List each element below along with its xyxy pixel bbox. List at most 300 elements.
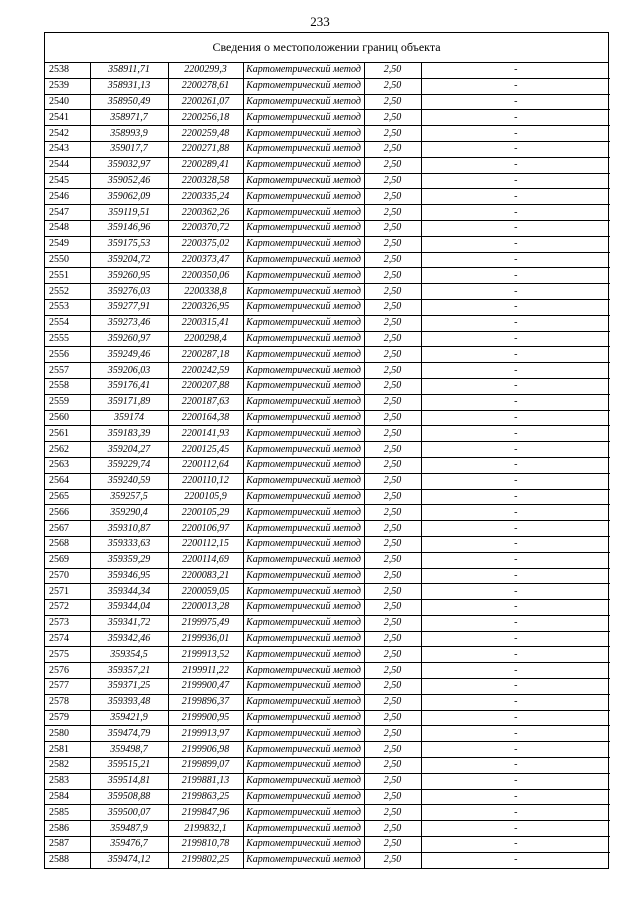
method-cell: Картометрический метод	[243, 742, 364, 758]
note-cell: -	[421, 110, 610, 126]
point-number-cell: 2574	[45, 631, 90, 647]
point-number-cell: 2565	[45, 489, 90, 505]
table-row	[45, 631, 610, 647]
note-cell: -	[421, 394, 610, 410]
y-coordinate-cell: 2200141,93	[168, 426, 243, 442]
x-coordinate-cell: 359421,9	[90, 710, 168, 726]
note-cell: -	[421, 410, 610, 426]
accuracy-cell: 2,50	[364, 758, 421, 774]
y-coordinate-cell: 2200256,18	[168, 110, 243, 126]
note-cell: -	[421, 94, 610, 110]
table-row	[45, 394, 610, 410]
accuracy-cell: 2,50	[364, 837, 421, 853]
y-coordinate-cell: 2199936,01	[168, 631, 243, 647]
point-number-cell: 2540	[45, 94, 90, 110]
point-number-cell: 2580	[45, 726, 90, 742]
x-coordinate-cell: 359514,81	[90, 773, 168, 789]
y-coordinate-cell: 2200259,48	[168, 126, 243, 142]
method-cell: Картометрический метод	[243, 521, 364, 537]
note-cell: -	[421, 378, 610, 394]
accuracy-cell: 2,50	[364, 710, 421, 726]
note-cell: -	[421, 758, 610, 774]
table-row	[45, 821, 610, 837]
note-cell: -	[421, 347, 610, 363]
point-number-cell: 2541	[45, 110, 90, 126]
accuracy-cell: 2,50	[364, 252, 421, 268]
y-coordinate-cell: 2200299,3	[168, 63, 243, 78]
table-row	[45, 63, 610, 78]
point-number-cell: 2560	[45, 410, 90, 426]
y-coordinate-cell: 2200298,4	[168, 331, 243, 347]
note-cell: -	[421, 157, 610, 173]
x-coordinate-cell: 359341,72	[90, 615, 168, 631]
point-number-cell: 2571	[45, 584, 90, 600]
accuracy-cell: 2,50	[364, 157, 421, 173]
y-coordinate-cell: 2200106,97	[168, 521, 243, 537]
accuracy-cell: 2,50	[364, 315, 421, 331]
x-coordinate-cell: 359354,5	[90, 647, 168, 663]
method-cell: Картометрический метод	[243, 852, 364, 867]
point-number-cell: 2543	[45, 141, 90, 157]
table-row	[45, 694, 610, 710]
method-cell: Картометрический метод	[243, 584, 364, 600]
accuracy-cell: 2,50	[364, 726, 421, 742]
x-coordinate-cell: 359183,39	[90, 426, 168, 442]
x-coordinate-cell: 358971,7	[90, 110, 168, 126]
note-cell: -	[421, 789, 610, 805]
table-row	[45, 315, 610, 331]
table-row	[45, 157, 610, 173]
point-number-cell: 2587	[45, 837, 90, 853]
table-row	[45, 284, 610, 300]
note-cell: -	[421, 205, 610, 221]
method-cell: Картометрический метод	[243, 710, 364, 726]
x-coordinate-cell: 359342,46	[90, 631, 168, 647]
x-coordinate-cell: 359146,96	[90, 220, 168, 236]
y-coordinate-cell: 2199881,13	[168, 773, 243, 789]
x-coordinate-cell: 359310,87	[90, 521, 168, 537]
table-row	[45, 110, 610, 126]
method-cell: Картометрический метод	[243, 220, 364, 236]
accuracy-cell: 2,50	[364, 205, 421, 221]
table-row	[45, 615, 610, 631]
x-coordinate-cell: 359393,48	[90, 694, 168, 710]
accuracy-cell: 2,50	[364, 426, 421, 442]
point-number-cell: 2572	[45, 600, 90, 616]
accuracy-cell: 2,50	[364, 821, 421, 837]
x-coordinate-cell: 359515,21	[90, 758, 168, 774]
point-number-cell: 2550	[45, 252, 90, 268]
note-cell: -	[421, 552, 610, 568]
y-coordinate-cell: 2199847,96	[168, 805, 243, 821]
method-cell: Картометрический метод	[243, 347, 364, 363]
point-number-cell: 2579	[45, 710, 90, 726]
table-row	[45, 363, 610, 379]
accuracy-cell: 2,50	[364, 552, 421, 568]
accuracy-cell: 2,50	[364, 505, 421, 521]
point-number-cell: 2576	[45, 663, 90, 679]
accuracy-cell: 2,50	[364, 94, 421, 110]
y-coordinate-cell: 2200114,69	[168, 552, 243, 568]
point-number-cell: 2551	[45, 268, 90, 284]
method-cell: Картометрический метод	[243, 536, 364, 552]
x-coordinate-cell: 359062,09	[90, 189, 168, 205]
point-number-cell: 2546	[45, 189, 90, 205]
table-row	[45, 742, 610, 758]
method-cell: Картометрический метод	[243, 110, 364, 126]
point-number-cell: 2568	[45, 536, 90, 552]
accuracy-cell: 2,50	[364, 536, 421, 552]
x-coordinate-cell: 359171,89	[90, 394, 168, 410]
note-cell: -	[421, 315, 610, 331]
x-coordinate-cell: 359487,9	[90, 821, 168, 837]
x-coordinate-cell: 359277,91	[90, 299, 168, 315]
note-cell: -	[421, 726, 610, 742]
table-row	[45, 726, 610, 742]
coordinates-table	[45, 63, 610, 868]
x-coordinate-cell: 359176,41	[90, 378, 168, 394]
note-cell: -	[421, 126, 610, 142]
note-cell: -	[421, 647, 610, 663]
table-row	[45, 173, 610, 189]
table-row	[45, 773, 610, 789]
note-cell: -	[421, 426, 610, 442]
method-cell: Картометрический метод	[243, 615, 364, 631]
x-coordinate-cell: 359276,03	[90, 284, 168, 300]
x-coordinate-cell: 359119,51	[90, 205, 168, 221]
note-cell: -	[421, 489, 610, 505]
method-cell: Картометрический метод	[243, 410, 364, 426]
table-row	[45, 663, 610, 679]
method-cell: Картометрический метод	[243, 78, 364, 94]
note-cell: -	[421, 252, 610, 268]
point-number-cell: 2577	[45, 679, 90, 695]
y-coordinate-cell: 2199913,52	[168, 647, 243, 663]
note-cell: -	[421, 742, 610, 758]
accuracy-cell: 2,50	[364, 110, 421, 126]
table-row	[45, 189, 610, 205]
y-coordinate-cell: 2200370,72	[168, 220, 243, 236]
method-cell: Картометрический метод	[243, 141, 364, 157]
accuracy-cell: 2,50	[364, 805, 421, 821]
accuracy-cell: 2,50	[364, 473, 421, 489]
table-row	[45, 647, 610, 663]
note-cell: -	[421, 805, 610, 821]
y-coordinate-cell: 2200373,47	[168, 252, 243, 268]
y-coordinate-cell: 2199899,07	[168, 758, 243, 774]
table-row	[45, 126, 610, 142]
accuracy-cell: 2,50	[364, 457, 421, 473]
table-row	[45, 299, 610, 315]
note-cell: -	[421, 63, 610, 78]
method-cell: Картометрический метод	[243, 157, 364, 173]
accuracy-cell: 2,50	[364, 742, 421, 758]
note-cell: -	[421, 694, 610, 710]
y-coordinate-cell: 2200287,18	[168, 347, 243, 363]
y-coordinate-cell: 2200164,38	[168, 410, 243, 426]
table-row	[45, 331, 610, 347]
method-cell: Картометрический метод	[243, 173, 364, 189]
point-number-cell: 2561	[45, 426, 90, 442]
y-coordinate-cell: 2200328,58	[168, 173, 243, 189]
table-row	[45, 347, 610, 363]
table-row	[45, 805, 610, 821]
note-cell: -	[421, 236, 610, 252]
point-number-cell: 2573	[45, 615, 90, 631]
accuracy-cell: 2,50	[364, 615, 421, 631]
y-coordinate-cell: 2200335,24	[168, 189, 243, 205]
note-cell: -	[421, 663, 610, 679]
method-cell: Картометрический метод	[243, 726, 364, 742]
note-cell: -	[421, 536, 610, 552]
note-cell: -	[421, 615, 610, 631]
table-row	[45, 378, 610, 394]
table-row	[45, 220, 610, 236]
table-row	[45, 584, 610, 600]
point-number-cell: 2581	[45, 742, 90, 758]
coordinates-table-body	[45, 63, 610, 868]
y-coordinate-cell: 2200125,45	[168, 442, 243, 458]
x-coordinate-cell: 359032,97	[90, 157, 168, 173]
accuracy-cell: 2,50	[364, 236, 421, 252]
y-coordinate-cell: 2200362,26	[168, 205, 243, 221]
accuracy-cell: 2,50	[364, 173, 421, 189]
y-coordinate-cell: 2200207,88	[168, 378, 243, 394]
y-coordinate-cell: 2200261,07	[168, 94, 243, 110]
accuracy-cell: 2,50	[364, 141, 421, 157]
y-coordinate-cell: 2200338,8	[168, 284, 243, 300]
x-coordinate-cell: 358993,9	[90, 126, 168, 142]
note-cell: -	[421, 220, 610, 236]
method-cell: Картометрический метод	[243, 315, 364, 331]
method-cell: Картометрический метод	[243, 505, 364, 521]
y-coordinate-cell: 2200083,21	[168, 568, 243, 584]
point-number-cell: 2567	[45, 521, 90, 537]
accuracy-cell: 2,50	[364, 299, 421, 315]
accuracy-cell: 2,50	[364, 63, 421, 78]
y-coordinate-cell: 2199975,49	[168, 615, 243, 631]
method-cell: Картометрический метод	[243, 299, 364, 315]
table-row	[45, 236, 610, 252]
table-row	[45, 758, 610, 774]
accuracy-cell: 2,50	[364, 679, 421, 695]
note-cell: -	[421, 442, 610, 458]
table-row	[45, 410, 610, 426]
point-number-cell: 2553	[45, 299, 90, 315]
method-cell: Картометрический метод	[243, 363, 364, 379]
x-coordinate-cell: 359474,79	[90, 726, 168, 742]
x-coordinate-cell: 359174	[90, 410, 168, 426]
method-cell: Картометрический метод	[243, 552, 364, 568]
accuracy-cell: 2,50	[364, 78, 421, 94]
y-coordinate-cell: 2199913,97	[168, 726, 243, 742]
table-row	[45, 536, 610, 552]
point-number-cell: 2544	[45, 157, 90, 173]
note-cell: -	[421, 78, 610, 94]
y-coordinate-cell: 2200013,28	[168, 600, 243, 616]
y-coordinate-cell: 2199802,25	[168, 852, 243, 867]
table-row	[45, 489, 610, 505]
accuracy-cell: 2,50	[364, 489, 421, 505]
note-cell: -	[421, 299, 610, 315]
note-cell: -	[421, 710, 610, 726]
point-number-cell: 2548	[45, 220, 90, 236]
accuracy-cell: 2,50	[364, 521, 421, 537]
point-number-cell: 2539	[45, 78, 90, 94]
x-coordinate-cell: 359371,25	[90, 679, 168, 695]
method-cell: Картометрический метод	[243, 457, 364, 473]
x-coordinate-cell: 359240,59	[90, 473, 168, 489]
point-number-cell: 2555	[45, 331, 90, 347]
y-coordinate-cell: 2200187,63	[168, 394, 243, 410]
table-row	[45, 252, 610, 268]
method-cell: Картометрический метод	[243, 378, 364, 394]
table-row	[45, 141, 610, 157]
accuracy-cell: 2,50	[364, 331, 421, 347]
table-row	[45, 600, 610, 616]
x-coordinate-cell: 359204,72	[90, 252, 168, 268]
y-coordinate-cell: 2200326,95	[168, 299, 243, 315]
x-coordinate-cell: 359344,34	[90, 584, 168, 600]
point-number-cell: 2562	[45, 442, 90, 458]
note-cell: -	[421, 284, 610, 300]
method-cell: Картометрический метод	[243, 236, 364, 252]
accuracy-cell: 2,50	[364, 189, 421, 205]
point-number-cell: 2542	[45, 126, 90, 142]
accuracy-cell: 2,50	[364, 442, 421, 458]
table-row	[45, 789, 610, 805]
note-cell: -	[421, 363, 610, 379]
note-cell: -	[421, 473, 610, 489]
table-title: Сведения о местоположении границ объекта	[45, 33, 608, 63]
method-cell: Картометрический метод	[243, 426, 364, 442]
table-row	[45, 78, 610, 94]
x-coordinate-cell: 359249,46	[90, 347, 168, 363]
y-coordinate-cell: 2200350,06	[168, 268, 243, 284]
accuracy-cell: 2,50	[364, 568, 421, 584]
method-cell: Картометрический метод	[243, 252, 364, 268]
point-number-cell: 2556	[45, 347, 90, 363]
note-cell: -	[421, 505, 610, 521]
accuracy-cell: 2,50	[364, 410, 421, 426]
y-coordinate-cell: 2199911,22	[168, 663, 243, 679]
point-number-cell: 2583	[45, 773, 90, 789]
method-cell: Картометрический метод	[243, 63, 364, 78]
table-row	[45, 205, 610, 221]
accuracy-cell: 2,50	[364, 363, 421, 379]
method-cell: Картометрический метод	[243, 568, 364, 584]
method-cell: Картометрический метод	[243, 394, 364, 410]
table-row	[45, 426, 610, 442]
table-row	[45, 852, 610, 867]
note-cell: -	[421, 773, 610, 789]
note-cell: -	[421, 821, 610, 837]
note-cell: -	[421, 631, 610, 647]
note-cell: -	[421, 141, 610, 157]
x-coordinate-cell: 359175,53	[90, 236, 168, 252]
table-row	[45, 473, 610, 489]
y-coordinate-cell: 2199832,1	[168, 821, 243, 837]
note-cell: -	[421, 173, 610, 189]
note-cell: -	[421, 679, 610, 695]
x-coordinate-cell: 358931,13	[90, 78, 168, 94]
accuracy-cell: 2,50	[364, 663, 421, 679]
point-number-cell: 2588	[45, 852, 90, 867]
method-cell: Картометрический метод	[243, 694, 364, 710]
x-coordinate-cell: 359476,7	[90, 837, 168, 853]
accuracy-cell: 2,50	[364, 773, 421, 789]
y-coordinate-cell: 2200105,9	[168, 489, 243, 505]
note-cell: -	[421, 189, 610, 205]
table-row	[45, 710, 610, 726]
x-coordinate-cell: 359260,95	[90, 268, 168, 284]
x-coordinate-cell: 359474,12	[90, 852, 168, 867]
method-cell: Картометрический метод	[243, 284, 364, 300]
method-cell: Картометрический метод	[243, 331, 364, 347]
table-row	[45, 268, 610, 284]
y-coordinate-cell: 2199863,25	[168, 789, 243, 805]
note-cell: -	[514, 854, 518, 866]
point-number-cell: 2586	[45, 821, 90, 837]
y-coordinate-cell: 2200242,59	[168, 363, 243, 379]
method-cell: Картометрический метод	[243, 837, 364, 853]
x-coordinate-cell: 359257,5	[90, 489, 168, 505]
method-cell: Картометрический метод	[243, 647, 364, 663]
point-number-cell: 2585	[45, 805, 90, 821]
accuracy-cell: 2,50	[364, 126, 421, 142]
note-cell: -	[421, 568, 610, 584]
y-coordinate-cell: 2200112,15	[168, 536, 243, 552]
point-number-cell: 2575	[45, 647, 90, 663]
method-cell: Картометрический метод	[243, 773, 364, 789]
method-cell: Картометрический метод	[243, 94, 364, 110]
y-coordinate-cell: 2200271,88	[168, 141, 243, 157]
accuracy-cell: 2,50	[364, 647, 421, 663]
x-coordinate-cell: 359333,63	[90, 536, 168, 552]
y-coordinate-cell: 2199900,95	[168, 710, 243, 726]
point-number-cell: 2570	[45, 568, 90, 584]
method-cell: Картометрический метод	[243, 679, 364, 695]
accuracy-cell: 2,50	[364, 284, 421, 300]
point-number-cell: 2584	[45, 789, 90, 805]
method-cell: Картометрический метод	[243, 268, 364, 284]
y-coordinate-cell: 2200105,29	[168, 505, 243, 521]
point-number-cell: 2552	[45, 284, 90, 300]
y-coordinate-cell: 2200375,02	[168, 236, 243, 252]
point-number-cell: 2558	[45, 378, 90, 394]
point-number-cell: 2554	[45, 315, 90, 331]
method-cell: Картометрический метод	[243, 758, 364, 774]
y-coordinate-cell: 2200278,61	[168, 78, 243, 94]
x-coordinate-cell: 358950,49	[90, 94, 168, 110]
accuracy-cell: 2,50	[364, 694, 421, 710]
point-number-cell: 2566	[45, 505, 90, 521]
point-number-cell: 2569	[45, 552, 90, 568]
accuracy-cell: 2,50	[364, 347, 421, 363]
table-row	[45, 505, 610, 521]
x-coordinate-cell: 359273,46	[90, 315, 168, 331]
table-row	[45, 521, 610, 537]
note-cell: -	[421, 600, 610, 616]
accuracy-cell: 2,50	[364, 789, 421, 805]
point-number-cell: 2545	[45, 173, 90, 189]
table-row	[45, 552, 610, 568]
x-coordinate-cell: 359290,4	[90, 505, 168, 521]
y-coordinate-cell: 2199900,47	[168, 679, 243, 695]
x-coordinate-cell: 359017,7	[90, 141, 168, 157]
accuracy-cell: 2,50	[364, 268, 421, 284]
y-coordinate-cell: 2200112,64	[168, 457, 243, 473]
